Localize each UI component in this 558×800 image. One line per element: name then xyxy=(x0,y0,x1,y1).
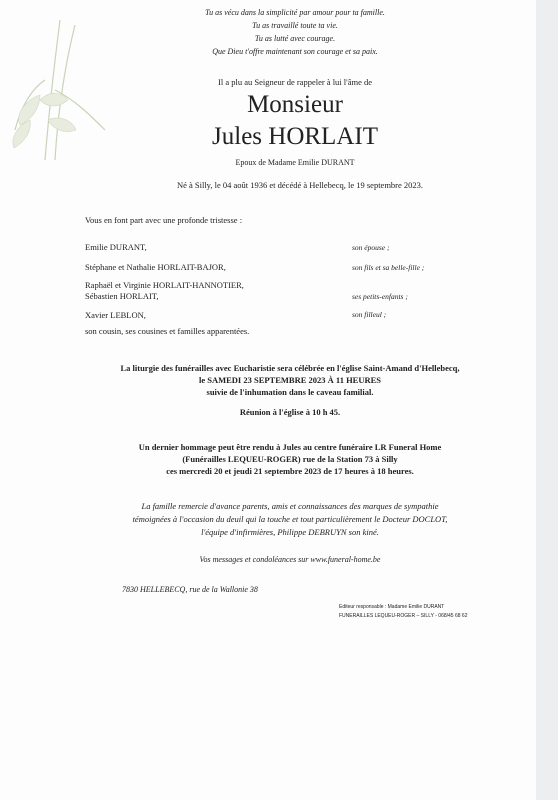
family-relation: son filleul ; xyxy=(352,310,387,319)
family-member: Raphaël et Virginie HORLAIT-HANNOTIER, xyxy=(85,280,244,290)
family-member: Sébastien HORLAIT, xyxy=(85,291,159,301)
homage-line: ces mercredi 20 et jeudi 21 septembre 2023 de 17 heures à 18 heures. xyxy=(166,466,414,476)
deceased-title: Monsieur xyxy=(247,91,343,118)
homage-line: Un dernier hommage peut être rendu à Jules au centre funéraire LR Funeral Home xyxy=(138,442,442,452)
funeral-line: suivie de l'inhumation dans le caveau familial. xyxy=(206,387,374,397)
poem-line: Tu as vécu dans la simplicité par amour pour ta famille. xyxy=(205,8,385,17)
family-relation: ses petits-enfants ; xyxy=(352,292,408,301)
thanks-line: La famille remercie d'avance parents, amis et connaissances des marques de sympathie xyxy=(141,501,439,511)
meeting-line: Réunion à l'église à 10 h 45. xyxy=(239,407,341,417)
spouse-line: Epoux de Madame Emilie DURANT xyxy=(235,158,355,167)
editor-block xyxy=(339,603,467,621)
poem-line: Que Dieu t'offre maintenant son courage et sa paix. xyxy=(212,47,378,56)
funeral-line: La liturgie des funérailles avec Eucharistie sera célébrée en l'église Saint-Amand d'Hellebecq, xyxy=(120,363,460,373)
birth-death-line: Né à Silly, le 04 août 1936 et décédé à Hellebecq, le 19 septembre 2023. xyxy=(176,180,424,190)
family-member: Stéphane et Nathalie HORLAIT-BAJOR, xyxy=(85,262,226,272)
homage-line: (Funérailles LEQUEU-ROGER) rue de la Station 73 à Silly xyxy=(182,454,398,464)
editor-line: Editeur responsable : Madame Emilie DURANT xyxy=(339,604,445,610)
website-line: Vos messages et condoléances sur www.funeral-home.be xyxy=(199,555,381,564)
homage-info xyxy=(70,441,510,477)
address-line: 7830 HELLEBECQ, rue de la Wallonie 38 xyxy=(122,585,258,594)
poem xyxy=(130,6,460,58)
thanks-paragraph xyxy=(70,500,510,539)
poem-line: Tu as travaillé toute ta vie. xyxy=(252,21,338,30)
family-relation: son épouse ; xyxy=(352,243,390,252)
thanks-line: témoignées à l'occasion du deuil qui la touche et tout particulièrement le Docteur DOCLOT, xyxy=(132,514,448,524)
deceased-name: Jules HORLAIT xyxy=(212,123,378,150)
editor-line: FUNERAILLES LEQUEU-ROGER – SILLY - 068/45 68 62 xyxy=(339,613,468,619)
family-member: Xavier LEBLON, xyxy=(85,310,146,320)
family-member: son cousin, ses cousines et familles apparentées. xyxy=(85,326,250,336)
family-relation: son fils et sa belle-fille ; xyxy=(352,263,425,272)
lily-flower-illustration xyxy=(0,20,110,160)
poem-line: Tu as lutté avec courage. xyxy=(254,34,336,43)
thanks-line: l'équipe d'infirmières, Philippe DEBRUYN son kiné. xyxy=(201,527,379,537)
intro-text: Il a plu au Seigneur de rappeler à lui l'âme de xyxy=(218,77,372,87)
sorrow-line: Vous en font part avec une profonde tristesse : xyxy=(85,215,243,225)
funeral-info xyxy=(70,362,510,398)
page-edge xyxy=(536,0,558,800)
funeral-line: le SAMEDI 23 SEPTEMBRE 2023 À 11 HEURES xyxy=(198,375,382,385)
family-member: Emilie DURANT, xyxy=(85,242,147,252)
